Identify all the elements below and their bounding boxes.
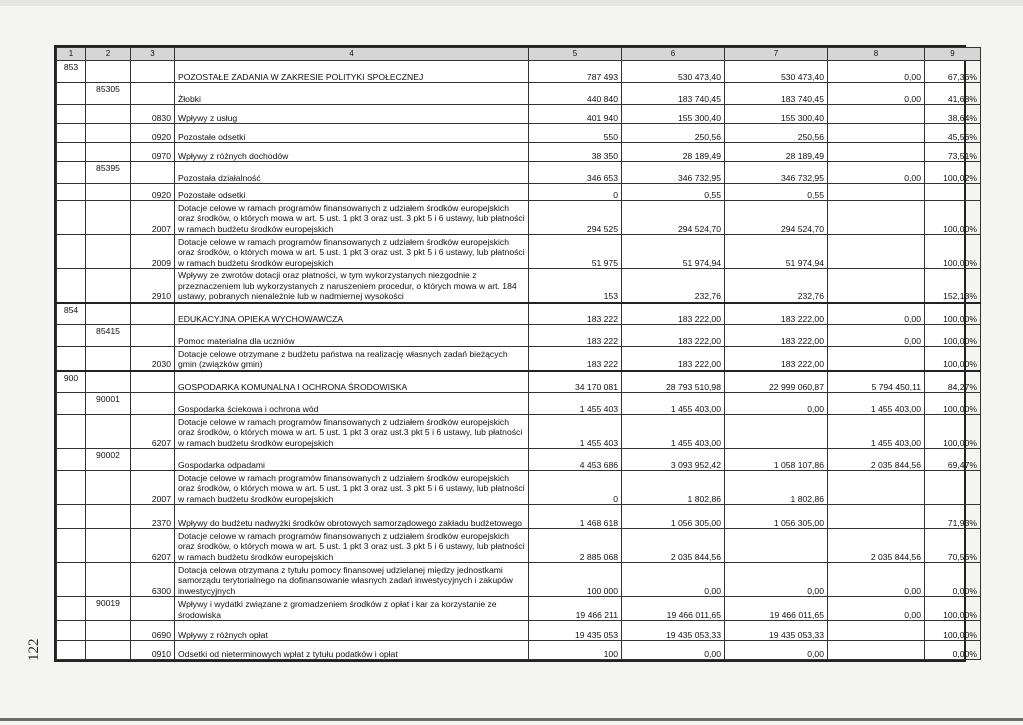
property-income-cell — [828, 621, 925, 641]
execution-percent-cell: 100,00% — [925, 201, 981, 235]
description-cell: Wpływy ze zwrotów dotacji oraz płatności, w tym wykorzystanych niezgodnie z przeznaczeniem lub wykorzystanych z naruszeniem procedur, o których mowa w art. 184 ustawy, pobranych nienależnie lub w nadmiernej wysokości — [175, 269, 529, 303]
paragraph-code-cell — [131, 597, 175, 621]
description-cell: Wpływy z różnych opłat — [175, 621, 529, 641]
chapter-code-cell — [86, 621, 131, 641]
plan-amount-cell: 550 — [529, 124, 622, 143]
description-cell: Wpływy i wydatki związane z gromadzeniem środków z opłat i kar za korzystanie ze środowiska — [175, 597, 529, 621]
execution-percent-cell: 100,00% — [925, 325, 981, 347]
execution-percent-cell: 100,02% — [925, 162, 981, 184]
section-code-cell — [57, 201, 86, 235]
budget-table — [56, 47, 981, 660]
paragraph-code-cell: 0690 — [131, 621, 175, 641]
section-code-cell — [57, 597, 86, 621]
table-row — [57, 83, 981, 105]
plan-amount-cell: 1 468 618 — [529, 505, 622, 529]
table-row — [57, 563, 981, 597]
table-row — [57, 162, 981, 184]
page-number: 122 — [26, 638, 42, 662]
table-row — [57, 621, 981, 641]
executed-amount-cell: 1 056 305,00 — [622, 505, 725, 529]
section-code-cell — [57, 235, 86, 269]
property-income-cell: 0,00 — [828, 303, 925, 325]
paragraph-code-cell: 2007 — [131, 471, 175, 505]
plan-amount-cell: 183 222 — [529, 303, 622, 325]
execution-percent-cell: 100,00% — [925, 621, 981, 641]
paragraph-code-cell: 6207 — [131, 415, 175, 449]
description-cell: Wpływy do budżetu nadwyżki środków obrotowych samorządowego zakładu budżetowego — [175, 505, 529, 529]
executed-amount-cell: 0,00 — [622, 641, 725, 660]
property-income-cell: 0,00 — [828, 83, 925, 105]
plan-amount-cell: 19 435 053 — [529, 621, 622, 641]
property-income-cell: 5 794 450,11 — [828, 371, 925, 393]
table-row — [57, 505, 981, 529]
table-row — [57, 184, 981, 201]
current-income-cell: 183 222,00 — [725, 325, 828, 347]
executed-amount-cell: 3 093 952,42 — [622, 449, 725, 471]
description-cell: Dotacje celowe otrzymane z budżetu państwa na realizację własnych zadań bieżących gmin (związków gmin) — [175, 347, 529, 371]
table-row — [57, 269, 981, 303]
execution-percent-cell: 45,56% — [925, 124, 981, 143]
executed-amount-cell: 250,56 — [622, 124, 725, 143]
property-income-cell: 1 455 403,00 — [828, 415, 925, 449]
executed-amount-cell: 183 740,45 — [622, 83, 725, 105]
execution-percent-cell: 73,51% — [925, 143, 981, 162]
executed-amount-cell: 19 435 053,33 — [622, 621, 725, 641]
section-code-cell: 900 — [57, 371, 86, 393]
chapter-code-cell — [86, 105, 131, 124]
plan-amount-cell: 0 — [529, 184, 622, 201]
current-income-cell: 51 974,94 — [725, 235, 828, 269]
section-code-cell — [57, 325, 86, 347]
paragraph-code-cell: 0970 — [131, 143, 175, 162]
column-header-1: 1 — [57, 48, 86, 61]
table-row — [57, 124, 981, 143]
current-income-cell: 28 189,49 — [725, 143, 828, 162]
paragraph-code-cell — [131, 303, 175, 325]
property-income-cell — [828, 641, 925, 660]
execution-percent-cell: 0,00% — [925, 641, 981, 660]
property-income-cell: 1 455 403,00 — [828, 393, 925, 415]
section-code-cell — [57, 184, 86, 201]
paragraph-code-cell: 0920 — [131, 184, 175, 201]
plan-amount-cell: 51 975 — [529, 235, 622, 269]
plan-amount-cell: 4 453 686 — [529, 449, 622, 471]
chapter-code-cell — [86, 269, 131, 303]
property-income-cell — [828, 505, 925, 529]
description-cell: Pozostała działalność — [175, 162, 529, 184]
executed-amount-cell: 183 222,00 — [622, 347, 725, 371]
execution-percent-cell: 70,56% — [925, 529, 981, 563]
plan-amount-cell: 19 466 211 — [529, 597, 622, 621]
execution-percent-cell: 100,00% — [925, 597, 981, 621]
table-row — [57, 325, 981, 347]
current-income-cell: 183 740,45 — [725, 83, 828, 105]
table-row — [57, 471, 981, 505]
current-income-cell: 250,56 — [725, 124, 828, 143]
section-code-cell — [57, 641, 86, 660]
description-cell: Pomoc materialna dla uczniów — [175, 325, 529, 347]
scan-bottom-edge — [0, 718, 1023, 721]
section-code-cell — [57, 105, 86, 124]
property-income-cell: 0,00 — [828, 162, 925, 184]
current-income-cell: 19 435 053,33 — [725, 621, 828, 641]
section-code-cell — [57, 269, 86, 303]
description-cell: Dotacje celowe w ramach programów finansowanych z udziałem środków europejskich oraz środków, o których mowa w art. 5 ust. 1 pkt 3 oraz ust. 3 pkt 5 i 6 ustawy, lub płatności w ramach budżetu środków europejskich — [175, 201, 529, 235]
plan-amount-cell: 346 653 — [529, 162, 622, 184]
chapter-code-cell — [86, 61, 131, 83]
table-row — [57, 201, 981, 235]
chapter-code-cell — [86, 415, 131, 449]
table-row — [57, 61, 981, 83]
section-code-cell — [57, 563, 86, 597]
plan-amount-cell: 38 350 — [529, 143, 622, 162]
paragraph-code-cell: 2910 — [131, 269, 175, 303]
property-income-cell — [828, 269, 925, 303]
chapter-code-cell — [86, 201, 131, 235]
execution-percent-cell: 0,00% — [925, 563, 981, 597]
plan-amount-cell: 100 000 — [529, 563, 622, 597]
column-header-6: 6 — [622, 48, 725, 61]
property-income-cell — [828, 184, 925, 201]
paragraph-code-cell: 0910 — [131, 641, 175, 660]
executed-amount-cell: 0,00 — [622, 563, 725, 597]
plan-amount-cell: 183 222 — [529, 325, 622, 347]
description-cell: Dotacje celowe w ramach programów finansowanych z udziałem środków europejskich oraz środków, o których mowa w art. 5 ust. 1 pkt 3 oraz ust. 3 pkt 5 i 6 ustawy, lub płatności w ramach budżetu środków europejskich — [175, 471, 529, 505]
current-income-cell — [725, 415, 828, 449]
current-income-cell: 22 999 060,87 — [725, 371, 828, 393]
section-code-cell: 853 — [57, 61, 86, 83]
description-cell: Dotacje celowe w ramach programów finansowanych z udziałem środków europejskich oraz środków, o których mowa w art. 5 ust. 1 pkt 3 oraz ust. 3 pkt 5 i 6 ustawy, lub płatności w ramach budżetu środków europejskich — [175, 235, 529, 269]
paragraph-code-cell: 6300 — [131, 563, 175, 597]
description-cell: Dotacje celowe w ramach programów finansowanych z udziałem środków europejskich oraz środków, o których mowa w art. 5 ust. 1 pkt 3 oraz ust.3 pkt 5 i 6 ustawy, lub płatności w ramach budżetu środków europejskich — [175, 415, 529, 449]
executed-amount-cell: 183 222,00 — [622, 303, 725, 325]
description-cell: Dotacja celowa otrzymana z tytułu pomocy finansowej udzielanej między jednostkami samorządu terytorialnego na dofinansowanie własnych zadań inwestycyjnych i zakupów inwestycyjnych — [175, 563, 529, 597]
description-cell: Pozostałe odsetki — [175, 124, 529, 143]
chapter-code-cell — [86, 184, 131, 201]
executed-amount-cell: 0,55 — [622, 184, 725, 201]
paragraph-code-cell — [131, 325, 175, 347]
description-cell: Odsetki od nieterminowych wpłat z tytułu podatków i opłat — [175, 641, 529, 660]
current-income-cell: 0,55 — [725, 184, 828, 201]
column-header-2: 2 — [86, 48, 131, 61]
current-income-cell — [725, 529, 828, 563]
chapter-code-cell — [86, 347, 131, 371]
execution-percent-cell: 38,64% — [925, 105, 981, 124]
description-cell: Wpływy z różnych dochodów — [175, 143, 529, 162]
property-income-cell: 0,00 — [828, 61, 925, 83]
property-income-cell: 2 035 844,56 — [828, 529, 925, 563]
current-income-cell: 530 473,40 — [725, 61, 828, 83]
execution-percent-cell: 152,13% — [925, 269, 981, 303]
executed-amount-cell: 183 222,00 — [622, 325, 725, 347]
section-code-cell — [57, 471, 86, 505]
section-code-cell — [57, 83, 86, 105]
executed-amount-cell: 530 473,40 — [622, 61, 725, 83]
table-body — [57, 61, 981, 660]
paragraph-code-cell: 2009 — [131, 235, 175, 269]
property-income-cell — [828, 347, 925, 371]
description-cell: Gospodarka ściekowa i ochrona wód — [175, 393, 529, 415]
chapter-code-cell: 85395 — [86, 162, 131, 184]
chapter-code-cell — [86, 303, 131, 325]
property-income-cell: 2 035 844,56 — [828, 449, 925, 471]
current-income-cell: 1 056 305,00 — [725, 505, 828, 529]
current-income-cell: 232,76 — [725, 269, 828, 303]
executed-amount-cell: 1 802,86 — [622, 471, 725, 505]
chapter-code-cell: 90019 — [86, 597, 131, 621]
column-header-3: 3 — [131, 48, 175, 61]
executed-amount-cell: 346 732,95 — [622, 162, 725, 184]
section-code-cell — [57, 621, 86, 641]
table-row — [57, 235, 981, 269]
table-row — [57, 347, 981, 371]
chapter-code-cell — [86, 371, 131, 393]
paragraph-code-cell: 0830 — [131, 105, 175, 124]
execution-percent-cell: 84,27% — [925, 371, 981, 393]
paragraph-code-cell — [131, 393, 175, 415]
table-row — [57, 449, 981, 471]
section-code-cell — [57, 347, 86, 371]
execution-percent-cell: 100,00% — [925, 415, 981, 449]
table-row — [57, 393, 981, 415]
table-row — [57, 597, 981, 621]
paragraph-code-cell — [131, 449, 175, 471]
plan-amount-cell: 440 840 — [529, 83, 622, 105]
description-cell: Dotacje celowe w ramach programów finansowanych z udziałem środków europejskich oraz środków, o których mowa w art. 5 ust. 1 pkt 3 oraz ust. 3 pkt 5 i 6 ustawy, lub płatności w ramach budżetu środków europejskich — [175, 529, 529, 563]
paragraph-code-cell — [131, 371, 175, 393]
table-row — [57, 303, 981, 325]
executed-amount-cell: 28 189,49 — [622, 143, 725, 162]
chapter-code-cell — [86, 471, 131, 505]
table-row — [57, 529, 981, 563]
table-row — [57, 641, 981, 660]
property-income-cell: 0,00 — [828, 563, 925, 597]
paragraph-code-cell — [131, 162, 175, 184]
plan-amount-cell: 34 170 081 — [529, 371, 622, 393]
current-income-cell: 1 058 107,86 — [725, 449, 828, 471]
current-income-cell: 0,00 — [725, 641, 828, 660]
column-header-5: 5 — [529, 48, 622, 61]
section-code-cell — [57, 393, 86, 415]
executed-amount-cell: 1 455 403,00 — [622, 393, 725, 415]
execution-percent-cell — [925, 471, 981, 505]
paragraph-code-cell: 2370 — [131, 505, 175, 529]
property-income-cell — [828, 471, 925, 505]
plan-amount-cell: 0 — [529, 471, 622, 505]
plan-amount-cell: 1 455 403 — [529, 415, 622, 449]
section-code-cell — [57, 124, 86, 143]
executed-amount-cell: 155 300,40 — [622, 105, 725, 124]
executed-amount-cell: 19 466 011,65 — [622, 597, 725, 621]
column-number-header — [57, 48, 981, 61]
chapter-code-cell: 85415 — [86, 325, 131, 347]
plan-amount-cell: 183 222 — [529, 347, 622, 371]
plan-amount-cell: 153 — [529, 269, 622, 303]
executed-amount-cell: 28 793 510,98 — [622, 371, 725, 393]
table-row — [57, 415, 981, 449]
executed-amount-cell: 51 974,94 — [622, 235, 725, 269]
current-income-cell: 155 300,40 — [725, 105, 828, 124]
executed-amount-cell: 232,76 — [622, 269, 725, 303]
description-cell: Żłobki — [175, 83, 529, 105]
executed-amount-cell: 294 524,70 — [622, 201, 725, 235]
execution-percent-cell: 100,00% — [925, 347, 981, 371]
column-header-7: 7 — [725, 48, 828, 61]
plan-amount-cell: 2 885 068 — [529, 529, 622, 563]
section-code-cell — [57, 505, 86, 529]
property-income-cell — [828, 124, 925, 143]
property-income-cell — [828, 201, 925, 235]
description-cell: EDUKACYJNA OPIEKA WYCHOWAWCZA — [175, 303, 529, 325]
plan-amount-cell: 100 — [529, 641, 622, 660]
description-cell: POZOSTAŁE ZADANIA W ZAKRESIE POLITYKI SPOŁECZNEJ — [175, 61, 529, 83]
chapter-code-cell: 90002 — [86, 449, 131, 471]
property-income-cell — [828, 235, 925, 269]
section-code-cell — [57, 162, 86, 184]
current-income-cell: 1 802,86 — [725, 471, 828, 505]
current-income-cell: 346 732,95 — [725, 162, 828, 184]
execution-percent-cell: 69,47% — [925, 449, 981, 471]
table-row — [57, 371, 981, 393]
scan-top-band — [0, 0, 1023, 6]
chapter-code-cell — [86, 529, 131, 563]
executed-amount-cell: 1 455 403,00 — [622, 415, 725, 449]
table-row — [57, 105, 981, 124]
paragraph-code-cell — [131, 61, 175, 83]
section-code-cell — [57, 415, 86, 449]
property-income-cell — [828, 105, 925, 124]
budget-table-sheet — [54, 45, 977, 662]
paragraph-code-cell: 0920 — [131, 124, 175, 143]
chapter-code-cell: 85305 — [86, 83, 131, 105]
current-income-cell: 294 524,70 — [725, 201, 828, 235]
execution-percent-cell — [925, 184, 981, 201]
plan-amount-cell: 401 940 — [529, 105, 622, 124]
paragraph-code-cell: 6207 — [131, 529, 175, 563]
description-cell: Wpływy z usług — [175, 105, 529, 124]
property-income-cell — [828, 143, 925, 162]
section-code-cell — [57, 529, 86, 563]
chapter-code-cell — [86, 124, 131, 143]
description-cell: GOSPODARKA KOMUNALNA I OCHRONA ŚRODOWISKA — [175, 371, 529, 393]
column-header-4: 4 — [175, 48, 529, 61]
paragraph-code-cell: 2030 — [131, 347, 175, 371]
executed-amount-cell: 2 035 844,56 — [622, 529, 725, 563]
plan-amount-cell: 294 525 — [529, 201, 622, 235]
paragraph-code-cell: 2007 — [131, 201, 175, 235]
current-income-cell: 0,00 — [725, 393, 828, 415]
chapter-code-cell — [86, 563, 131, 597]
paragraph-code-cell — [131, 83, 175, 105]
execution-percent-cell: 100,00% — [925, 235, 981, 269]
execution-percent-cell: 100,00% — [925, 303, 981, 325]
description-cell: Gospodarka odpadami — [175, 449, 529, 471]
chapter-code-cell — [86, 505, 131, 529]
execution-percent-cell: 100,00% — [925, 393, 981, 415]
description-cell: Pozostałe odsetki — [175, 184, 529, 201]
current-income-cell: 183 222,00 — [725, 303, 828, 325]
property-income-cell: 0,00 — [828, 325, 925, 347]
chapter-code-cell: 90001 — [86, 393, 131, 415]
chapter-code-cell — [86, 235, 131, 269]
current-income-cell: 0,00 — [725, 563, 828, 597]
section-code-cell — [57, 449, 86, 471]
column-header-9: 9 — [925, 48, 981, 61]
execution-percent-cell: 71,93% — [925, 505, 981, 529]
section-code-cell — [57, 143, 86, 162]
plan-amount-cell: 1 455 403 — [529, 393, 622, 415]
chapter-code-cell — [86, 143, 131, 162]
current-income-cell: 19 466 011,65 — [725, 597, 828, 621]
execution-percent-cell: 41,68% — [925, 83, 981, 105]
table-row — [57, 143, 981, 162]
section-code-cell: 854 — [57, 303, 86, 325]
current-income-cell: 183 222,00 — [725, 347, 828, 371]
chapter-code-cell — [86, 641, 131, 660]
property-income-cell: 0,00 — [828, 597, 925, 621]
plan-amount-cell: 787 493 — [529, 61, 622, 83]
column-header-8: 8 — [828, 48, 925, 61]
execution-percent-cell: 67,36% — [925, 61, 981, 83]
